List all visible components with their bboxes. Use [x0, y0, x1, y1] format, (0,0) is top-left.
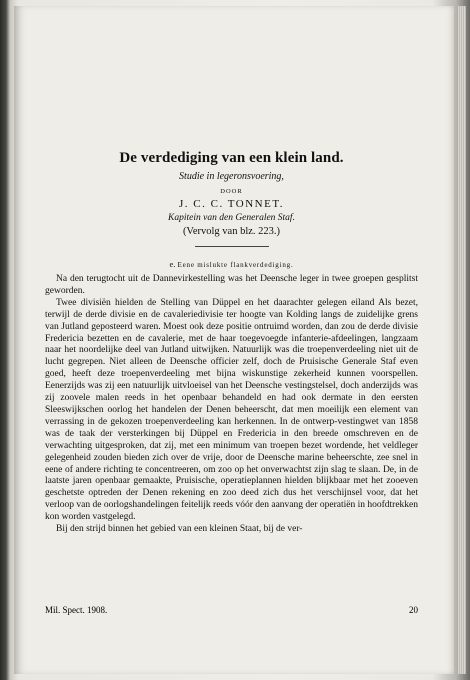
paragraph: Na den terugtocht uit de Dannevirkestelling was het Deensche leger in twee groepen gesplitst geworden. — [45, 274, 418, 296]
article-subtitle: Studie in legeronsvoering, — [179, 171, 284, 182]
page-content — [45, 150, 418, 536]
page-number: 20 — [409, 605, 418, 615]
divider — [195, 246, 269, 247]
page-footer — [45, 605, 418, 615]
paragraph: Bij den strijd binnen het gebied van een kleinen Staat, bij de ver- — [56, 524, 303, 535]
article-title: De verdediging van een klein land. — [119, 150, 344, 166]
section-title: Eene mislukte flankverdediging. — [177, 261, 294, 269]
author-role: Kapitein van den Generalen Staf. — [168, 213, 295, 223]
section-heading — [45, 259, 418, 269]
author-name: J. C. C. TONNET. — [179, 198, 284, 210]
article-body — [45, 274, 418, 536]
journal-reference: Mil. Spect. 1908. — [45, 605, 108, 615]
paragraph: Twee divisiën hielden de Stelling van Düppel en het daarachter gelegen eiland Als bezet, terwijl de derde divisie en de cavaleriedivisie ter hoogte van Kolding langs de zuidelijke grens van Jutland geposteerd waren. Moest ook deze positie ontruimd worden, dan zou de derde divisie Fredericia bezetten en de cavalerie, met de haar toegevoegde infanterie-afdeelingen, langzaam naar het noordelijke deel van Jutland uitwijken. Natuurlijk was die troepenverdeeling niet uit de lucht gegrepen. Niet alleen de Deensche officier zelf, doch de Pruisische Generale Staf even goed, heeft deze troepenverdeeling met bijna wiskunstige zekerheid kunnen voorspellen. Eenerzijds was zij een natuurlijk uitvloeisel van het Deensche vestingstelsel, doch anderzijds was zij zoovele malen reeds in het openbaar behandeld en had ook dermate in den eersten Sleeswijkschen oorlog het handelen der Denen beheerscht, dat men moeilijk een element van verrassing in de gekozen troepenverdeeling kan herkennen. In de ontwerp-vestingwet van 1858 was de taak der versterkingen bij Düppel en Fredericia in den breede omschreven en de verwachting uitgesproken, dat zij, met een minimum van troepen bezet wordende, het veldleger gelegenheid zouden bieden zich over de vrije, door de Deensche marine beheerschte, zee snel in eene of andere richting te concentreeren, om zoo op het onverwachtst zijn slag te slaan. De, in de laatste jaren openbaar gemaakte, Pruisische, operatieplannen hielden blijkbaar met het zooeven geschetste optreden der Denen rekening en zoo deed zich dus het verschijnsel voor, dat het verloop van de oorlogshandelingen feitelijk reeds vóór den aanvang der operatiën in hoofdtrekken kon worden vastgelegd. — [45, 297, 419, 523]
section-letter: e. — [169, 259, 176, 269]
page-edge — [458, 6, 466, 674]
continuation-note: (Vervolg van blz. 223.) — [182, 226, 281, 237]
byline-label: DOOR — [220, 188, 243, 195]
